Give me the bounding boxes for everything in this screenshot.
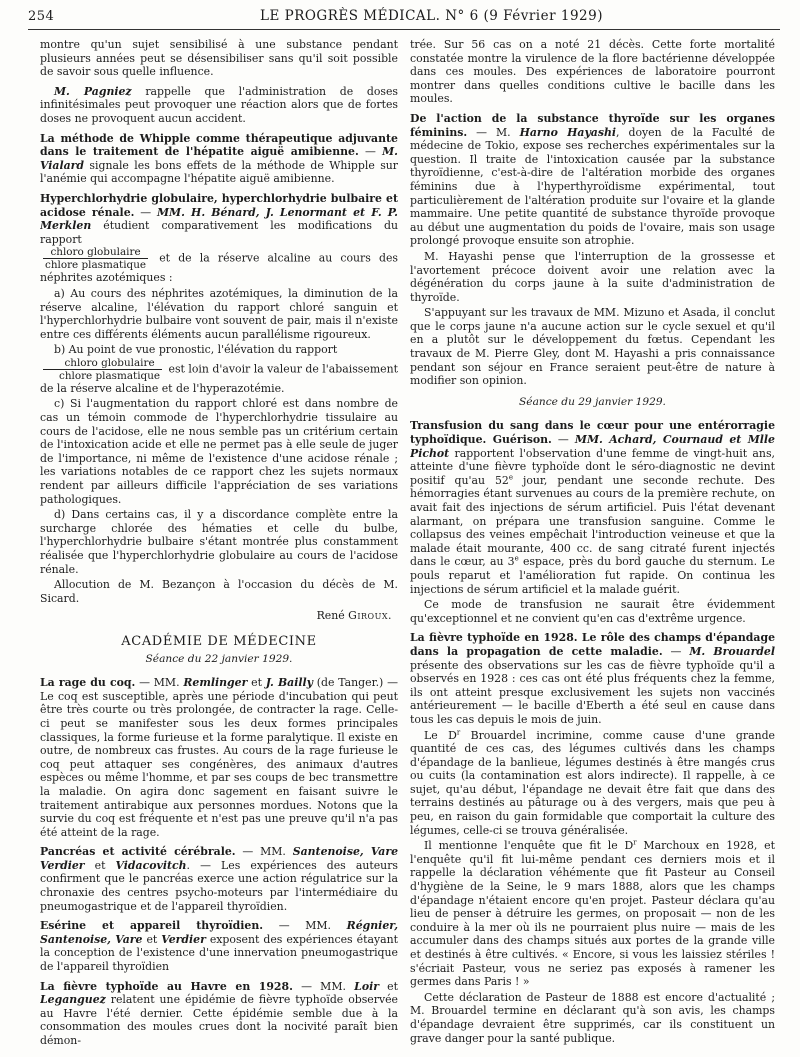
article-title: La fièvre typhoïde au Havre en 1928.: [40, 979, 293, 993]
paragraph-pasteur: Il mentionne l'enquête que fit le $D^r$ Marchoux en 1928, et l'enquête qu'il fit lui-même pendant ces derniers mois et il rappelle la déclaration véhémente que fit Pasteur au Conseil d'hygiène de la Seine, le 9 mars 1888, alors que les champs d'épandage n'étaient encore qu'en projet. Pasteur déclara qu'au lieu de penser à détruire les germes, on proposait — non de les conduire à la mer où ils ne pourraient plus nuire — mais de les accumuler dans des champs situés aux portes de la grande ville et destinés à être cultivés. « Encore, si vous les laissiez stériles ! s'écriait Pasteur, vous ne seriez pas exposés à ramener les germes dans Paris ! »: [410, 838, 775, 989]
paragraph-point-b: b) Au point de vue pronostic, l'élévation du rapport $\frac{\text{chloro globulaire}}{\text{chlore plasmatique}}$ est loin d'avoir la valeur de l'abaissement de la réserve alcaline et de l'hyperazotémie.: [40, 343, 398, 395]
article-title: Hyperchlorhydrie globulaire, hyperchlorhydrie bulbaire et acidose rénale.: [40, 191, 398, 219]
article-title: La rage du coq.: [40, 676, 136, 690]
author-names: Santenoise, Vare Verdier: [40, 845, 398, 872]
article-title: Pancréas et activité cérébrale.: [40, 845, 236, 859]
article-title: La méthode de Whipple comme thérapeutique adjuvante dans le traitement de l'hépatite aiguë amibienne.: [40, 131, 398, 159]
running-header: [28, 8, 780, 30]
author-name: Leganguez: [40, 993, 106, 1007]
author-name: Harno Hayashi: [519, 125, 617, 139]
paragraph-typhoide-suite: trée. Sur 56 cas on a noté 21 décès. Cette forte mortalité constatée montre la virulence de la flore bactérienne développée dans ces moules. Des expériences de laboratoire pourront montrer dans quelles conditions cultive le bacille dans les moules.: [410, 38, 775, 106]
paragraph-pancreas: Pancréas et activité cérébrale. — MM. Santenoise, Vare Verdier et Vidacovitch. — Les expériences des auteurs confirment que le pancréas exerce une action régulatrice sur la chronaxie des centres psycho-moteurs par l'intermédiaire du pneumogastrique et de l'appareil thyroïdien.: [40, 845, 398, 913]
paragraph-pagniez: M. Pagniez rappelle que l'administration de doses infinitésimales peut provoquer une réaction alors que de fortes doses ne provoquent aucun accident.: [40, 84, 398, 125]
signature: René Giroux.: [316, 609, 392, 623]
author-name: M. Vialard: [40, 145, 398, 172]
article-title: Transfusion du sang dans le cœur pour une entérorragie typhoïdique. Guérison.: [410, 419, 775, 447]
author-names: Régnier, Santenoise, Vare: [40, 919, 398, 946]
paragraph-eserine: Esérine et appareil thyroïdien. — MM. Régnier, Santenoise, Vare et Verdier exposent des expériences étayant la conception de l'existence d'une innervation pneumogastrique de l'appareil thyroïdien: [40, 919, 398, 974]
author-name: M. Brouardel: [689, 644, 775, 658]
paragraph-conclusion: Cette déclaration de Pasteur de 1888 est encore d'actualité ; M. Brouardel termine en déclarant qu'à son avis, les champs d'épandage devraient être supprimés, car ils constituent un grave danger pour la santé publique.: [410, 990, 775, 1045]
author-names: MM. Achard, Cournaud et Mlle Pichot: [410, 433, 775, 460]
paragraph-brouardel: Le $D^r$ Brouardel incrimine, comme cause d'une grande quantité de ces cas, des légumes cultivés dans les champs d'épandage de la banlieue, légumes destinés à être mangés crus ou cuits (la contamination est alors indirecte). Il rappelle, à ce sujet, qu'au début, l'épandage ne devait être fait que dans des terrains destinés au pâturage ou à des vergers, mais que peu à peu, en raison du gain formidable que comportait la culture des légumes, celle-ci se trouva généralisée.: [410, 727, 775, 837]
paragraph-transfusion-conclusion: Ce mode de transfusion ne saurait être évidemment qu'exceptionnel et ne convient qu'en cas d'extrême urgence.: [410, 598, 775, 625]
article-title: De l'action de la substance thyroïde sur les organes féminins.: [410, 111, 775, 139]
paragraph-whipple: La méthode de Whipple comme thérapeutique adjuvante dans le traitement de l'hépatite aiguë amibienne. — M. Vialard signale les bons effets de la méthode de Whipple sur l'anémie qui accompagne l'hépatite aiguë amibienne.: [40, 131, 398, 186]
page-number: 254: [28, 9, 55, 24]
session-date: Séance du 22 janvier 1929.: [145, 652, 293, 665]
paragraph-typhoide-havre: La fièvre typhoïde au Havre en 1928. — MM. Loir et Leganguez relatent une épidémie de fièvre typhoïde observée au Havre l'été dernier. Cette épidémie semble due à la consommation des moules crues dont la nocivité paraît bien démon-: [40, 979, 398, 1047]
paragraph-rage: La rage du coq. — MM. Remlinger et J. Bailly (de Tanger.) — Le coq est susceptible, après une période d'incubation qui peut être très courte ou très prolongée, de contracter la rage. Celle-ci peut se manifester sous les deux formes principales classiques, la forme furieuse et la forme paralytique. Il existe en outre, de nombreux cas frustes. Au cours de la rage furieuse le coq peut attaquer ses congénères, des animaux d'autres espèces ou même l'homme, et par ses coups de bec transmettre la maladie. On agira donc sagement en faisant suivre le traitement antirabique aux personnes mordues. Notons que la survie du coq est fréquente et n'est pas une preuve qu'il n'a pas été atteint de la rage.: [40, 676, 398, 839]
paragraph-desensibilisation: montre qu'un sujet sensibilisé à une substance pendant plusieurs années peut se désensibiliser sans qu'il soit possible de savoir sous quelle influence.: [40, 38, 398, 79]
section-title-academie: ACADÉMIE DE MÉDECINE: [121, 633, 317, 649]
paragraph-thyroide: De l'action de la substance thyroïde sur les organes féminins. — M. Harno Hayashi, doyen de la Faculté de médecine de Tokio, expose ses recherches expérimentales sur la question. Il traite de l'intoxication causée par la substance thyroïdienne, c'est-à-dire de l'altération morbide des organes féminins due à l'hyperthyroïdisme expérimental, tout particulièrement de l'altération produite sur l'ovaire et la glande mammaire. Une petite quantité de substance thyroïde provoque au début une augmentation du poids de l'ovaire, mais son usage prolongé provoque ensuite son atrophie.: [410, 111, 775, 248]
paragraph-hyperchlorhydrie: Hyperchlorhydrie globulaire, hyperchlorhydrie bulbaire et acidose rénale. — MM. H. Bénard, J. Lenormant et F. P. Merklen étudient comparativement les modifications du rapport $\frac{\text{chloro globulaire}}{\text{chlore plasmatique}}$ et de la réserve alcaline au cours des néphrites azotémiques :: [40, 191, 398, 285]
article-title: Esérine et appareil thyroïdien.: [40, 919, 264, 933]
author-name: Vidacovitch: [115, 858, 187, 872]
left-column: [40, 38, 398, 1048]
paragraph-point-d: d) Dans certains cas, il y a discordance complète entre la surcharge chlorée des hématies et celle du bulbe, l'hyperchlorhydrie bulbaire s'étant montrée plus constamment réalisée que l'hyperchlorhydrie globulaire au cours de l'acidose rénale.: [40, 508, 398, 576]
author-name: J. Bailly: [265, 676, 313, 690]
author-names: MM. H. Bénard, J. Lenormant et F. P. Merklen: [40, 205, 398, 233]
right-column: [410, 38, 775, 1048]
article-title: La fièvre typhoïde en 1928. Le rôle des champs d'épandage dans la propagation de cette maladie.: [410, 631, 775, 658]
paragraph-hayashi: M. Hayashi pense que l'interruption de la grossesse et l'avortement précoce doivent avoir une relation avec la dégénération du corps jaune à la suite d'administration de thyroïde.: [410, 249, 775, 304]
author-name: Verdier: [161, 932, 206, 946]
paragraph-transfusion: Transfusion du sang dans le cœur pour une entérorragie typhoïdique. Guérison. — MM. Achard, Cournaud et Mlle Pichot rapportent l'observation d'une femme de vingt-huit ans, atteinte d'une fièvre typhoïde dont le séro-diagnostic ne devint positif qu'au 52e jour, pendant une seconde rechute. Des hémorragies étant survenues au cours de la première rechute, on avait fait des injections de sérum artificiel. Puis l'état devenant alarmant, on prépara une transfusion sanguine. Comme le collapsus des veines empêchait l'introduction veineuse et que la malade était mourante, 400 cc. de sang citraté furent injectés dans le cœur, au 3e espace, près du bord gauche du sternum. Le pouls reparut et l'amélioration fut rapide. On continua les injections de sérum artificiel et la malade guérit.: [410, 419, 775, 596]
paragraph-allocution: Allocution de M. Bezançon à l'occasion du décès de M. Sicard.: [40, 578, 398, 605]
session-date: Séance du 29 janvier 1929.: [519, 395, 666, 408]
header-rule: [28, 29, 780, 30]
paragraph-point-c: c) Si l'augmentation du rapport chloré est dans nombre de cas un témoin commode de l'hyperchlorhydrie tissulaire au cours de l'acidose, elle ne nous semble pas un critérium certain de l'intoxication acide et elle ne permet pas à elle seule de juger de l'importance, ni même de l'existence d'une acidose rénale ; les variations notables de ce rapport chez les sujets normaux rendent par ailleurs difficile l'appréciation de ses variations pathologiques.: [40, 397, 398, 506]
paragraph-mizuno: S'appuyant sur les travaux de MM. Mizuno et Asada, il conclut que le corps jaune n'a aucune action sur le cycle sexuel et qu'il en a plutôt sur le développement du fœtus. Cependant les travaux de M. Pierre Gley, dont M. Hayashi a pris connaissance pendant son séjour en France seraient peut-être de nature à modifier son opinion.: [410, 306, 775, 388]
journal-title: LE PROGRÈS MÉDICAL. N° 6 (9 Février 1929): [260, 8, 603, 24]
ratio-fraction: $\frac{\text{chloro globulaire}}{\text{chlore plasmatique}}$: [45, 246, 147, 272]
author-name: Remlinger: [183, 676, 248, 690]
author-name: Loir: [354, 979, 379, 993]
author-name: M. Pagniez: [54, 84, 132, 98]
paragraph-fievre-1928: La fièvre typhoïde en 1928. Le rôle des champs d'épandage dans la propagation de cette maladie. — M. Brouardel présente des observations sur les cas de fièvre typhoïde qu'il a observés en 1928 : ces cas ont été plus fréquents chez la femme, ils ont atteint presque exclusivement les sujets non vaccinés antérieurement — le bacille d'Eberth a été seul en cause dans tous les cas depuis le mois de juin.: [410, 631, 775, 726]
ratio-fraction: $\frac{\text{chloro globulaire}}{\text{chlore plasmatique}}$: [43, 357, 162, 382]
paragraph-point-a: a) Au cours des néphrites azotémiques, la diminution de la réserve alcaline, l'élévation du rapport chloré sanguin et l'hyperchlorhydrie bulbaire vont souvent de pair, mais il n'existe entre ces différents éléments aucun parallélisme rigoureux.: [40, 286, 398, 341]
